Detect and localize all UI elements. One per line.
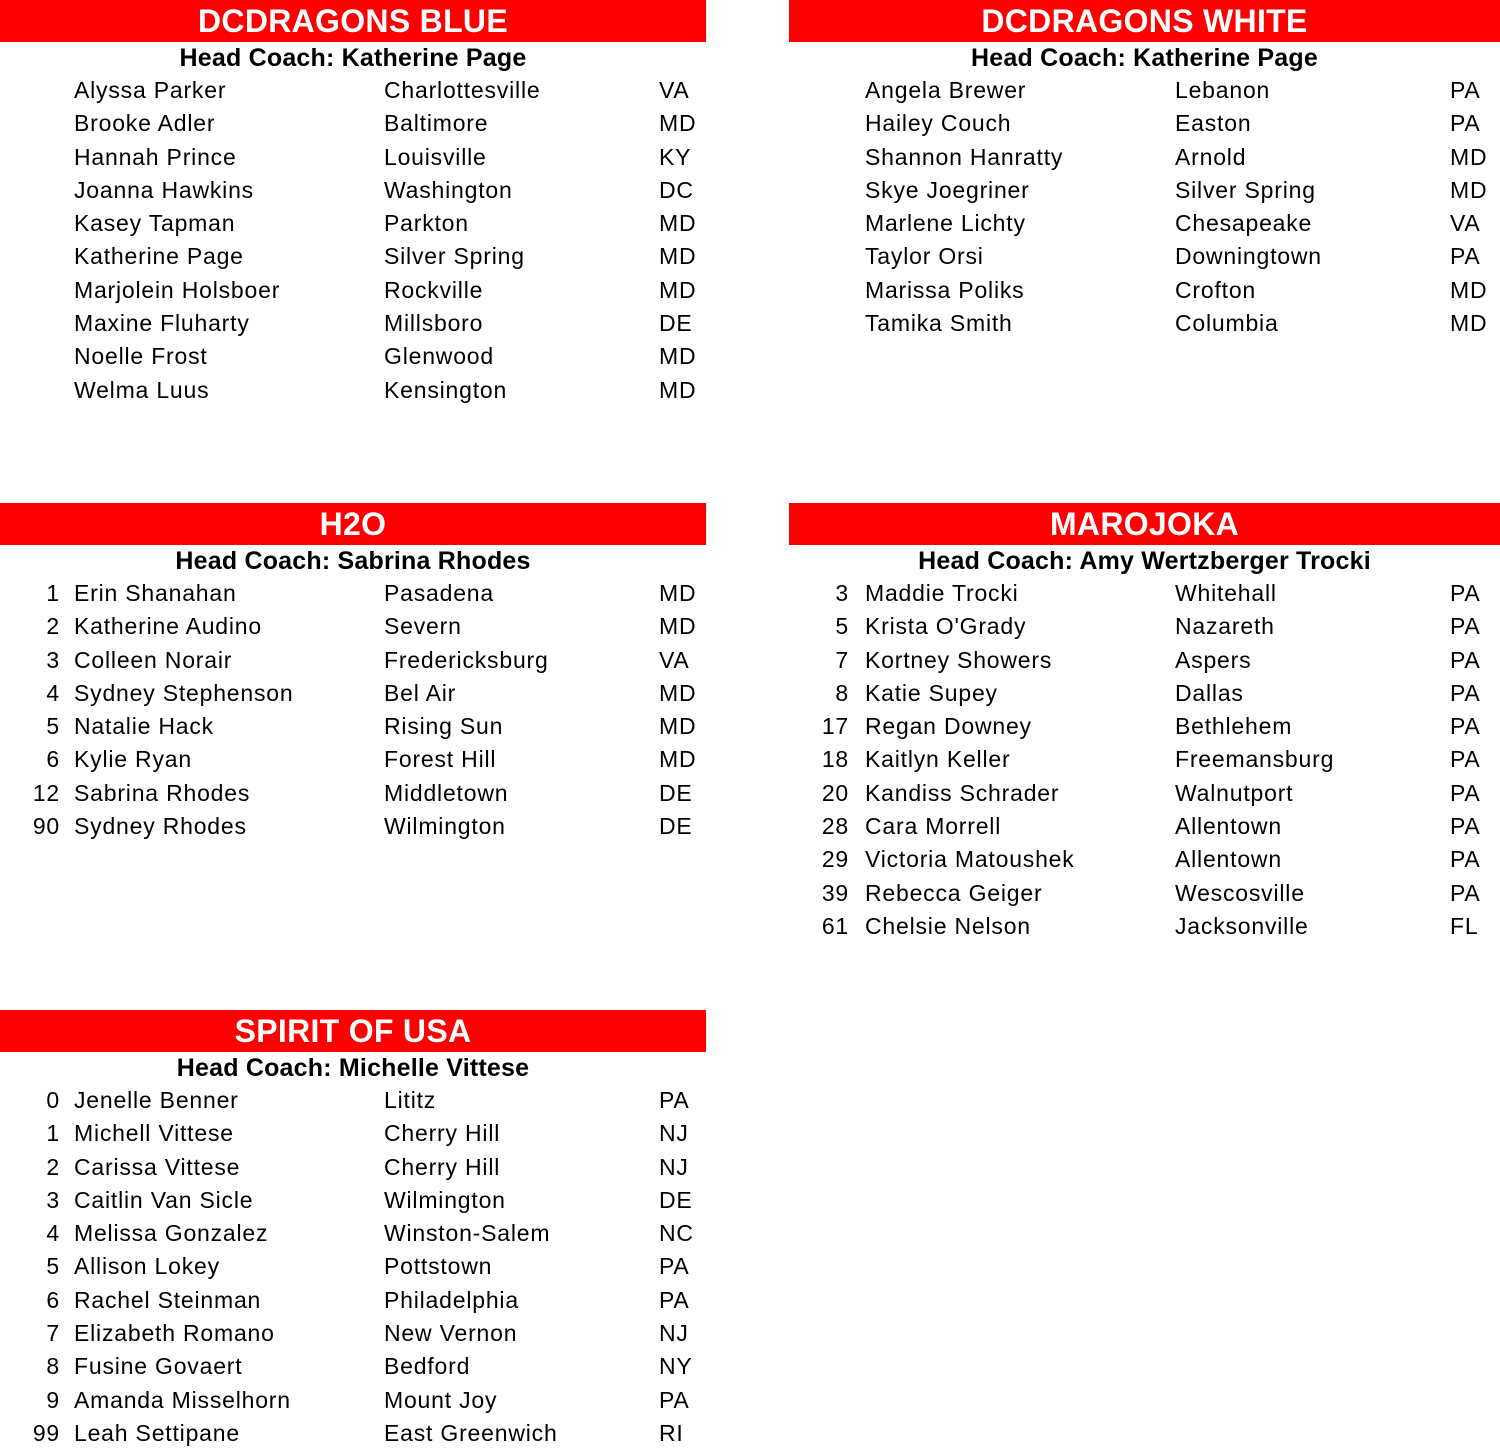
player-name: Allison Lokey [74, 1253, 220, 1280]
head-coach: Head Coach: Michelle Vittese [176, 1054, 530, 1082]
player-state: DE [659, 310, 693, 337]
player-name: Shannon Hanratty [865, 143, 1064, 170]
team-block-marojoka [789, 503, 1500, 943]
player-city: Lititz [384, 1087, 437, 1113]
player-number: 1 [46, 580, 60, 606]
player-state: FL [1450, 912, 1479, 939]
player-state: PA [659, 1386, 690, 1413]
player-name: Tamika Smith [865, 310, 1013, 337]
player-row [0, 1084, 706, 1117]
player-name: Noelle Frost [74, 343, 208, 370]
player-row [0, 1350, 706, 1383]
player-name: Caitlin Van Sicle [74, 1186, 254, 1213]
player-state: MD [1450, 176, 1488, 203]
player-state: PA [1450, 846, 1481, 873]
player-city: Washington [384, 176, 513, 203]
player-row [789, 107, 1500, 140]
player-row [789, 743, 1500, 776]
player-city: Charlottesville [384, 77, 541, 103]
player-number: 7 [46, 1320, 60, 1347]
player-city: Glenwood [384, 343, 494, 370]
player-name: Kasey Tapman [74, 210, 236, 237]
player-name: Sydney Stephenson [74, 679, 294, 706]
player-number: 5 [46, 1253, 60, 1280]
player-city: Arnold [1175, 143, 1247, 170]
team-block-dcdragons-blue [0, 0, 706, 407]
player-city: Downingtown [1175, 243, 1322, 270]
player-city: Bel Air [384, 679, 457, 706]
player-number: 8 [835, 679, 849, 706]
player-name: Sydney Rhodes [74, 813, 247, 840]
player-city: Bedford [384, 1353, 471, 1380]
team-title: DCDRAGONS BLUE [0, 0, 706, 42]
player-row [0, 107, 706, 140]
player-state: DE [659, 779, 693, 806]
player-row [0, 677, 706, 710]
player-state: NC [659, 1220, 694, 1247]
player-name: Jenelle Benner [74, 1087, 239, 1113]
player-name: Marlene Lichty [865, 210, 1026, 237]
player-city: Silver Spring [1175, 176, 1316, 203]
team-title: DCDRAGONS WHITE [789, 0, 1500, 42]
player-row [0, 644, 706, 677]
roster [0, 577, 706, 843]
player-name: Krista O'Grady [865, 613, 1027, 640]
player-number: 29 [821, 846, 849, 873]
player-name: Maxine Fluharty [74, 310, 250, 337]
player-name: Welma Luus [74, 376, 210, 403]
player-state: MD [659, 746, 697, 773]
player-name: Fusine Govaert [74, 1353, 243, 1380]
player-number: 12 [32, 779, 60, 806]
player-number: 4 [46, 679, 60, 706]
team-title: MAROJOKA [789, 503, 1500, 545]
player-row [0, 1117, 706, 1150]
roster [0, 74, 706, 407]
player-state: MD [659, 376, 697, 403]
roster [789, 74, 1500, 340]
player-city: Louisville [384, 143, 487, 170]
player-number: 2 [46, 613, 60, 640]
player-row [0, 1284, 706, 1317]
player-state: MD [659, 713, 697, 740]
player-number: 8 [46, 1353, 60, 1380]
player-state: PA [1450, 879, 1481, 906]
player-row [789, 877, 1500, 910]
player-city: Pottstown [384, 1253, 493, 1280]
player-state: RI [659, 1419, 684, 1446]
head-coach: Head Coach: Katherine Page [179, 44, 527, 72]
player-row [789, 74, 1500, 107]
player-city: Kensington [384, 376, 508, 403]
player-state: PA [1450, 713, 1481, 740]
player-city: Forest Hill [384, 746, 497, 773]
player-row [0, 1317, 706, 1350]
player-city: Fredericksburg [384, 646, 549, 673]
player-city: Mount Joy [384, 1386, 498, 1413]
player-row [789, 307, 1500, 340]
player-city: Millsboro [384, 310, 484, 337]
player-city: Silver Spring [384, 243, 525, 270]
player-name: Chelsie Nelson [865, 912, 1031, 939]
player-state: PA [1450, 77, 1481, 103]
player-city: Chesapeake [1175, 210, 1313, 237]
player-state: VA [659, 646, 690, 673]
head-coach: Head Coach: Sabrina Rhodes [175, 547, 531, 575]
player-number: 61 [821, 912, 849, 939]
player-row [789, 843, 1500, 876]
player-state: MD [1450, 310, 1488, 337]
player-city: Bethlehem [1175, 713, 1293, 740]
player-name: Marissa Poliks [865, 276, 1025, 303]
player-number: 18 [821, 746, 849, 773]
player-name: Carissa Vittese [74, 1153, 241, 1180]
player-city: Middletown [384, 779, 509, 806]
player-row [789, 610, 1500, 643]
player-row [0, 207, 706, 240]
player-state: PA [1450, 646, 1481, 673]
player-state: MD [659, 210, 697, 237]
player-number: 3 [835, 580, 849, 606]
player-state: PA [1450, 779, 1481, 806]
player-row [0, 1151, 706, 1184]
player-city: Freemansburg [1175, 746, 1335, 773]
player-state: NY [659, 1353, 693, 1380]
player-city: Baltimore [384, 110, 489, 137]
team-block-dcdragons-white [789, 0, 1500, 340]
player-row [789, 810, 1500, 843]
player-name: Colleen Norair [74, 646, 233, 673]
player-row [789, 777, 1500, 810]
player-state: MD [659, 343, 697, 370]
player-row [789, 644, 1500, 677]
head-coach: Head Coach: Katherine Page [971, 44, 1318, 72]
player-number: 39 [821, 879, 849, 906]
player-name: Regan Downey [865, 713, 1032, 740]
player-name: Hannah Prince [74, 143, 237, 170]
player-city: Allentown [1175, 813, 1282, 840]
player-city: Wilmington [384, 1186, 506, 1213]
player-number: 20 [821, 779, 849, 806]
player-city: Aspers [1175, 646, 1252, 673]
player-number: 7 [835, 646, 849, 673]
player-state: NJ [659, 1120, 689, 1147]
head-coach: Head Coach: Amy Wertzberger Trocki [918, 547, 1371, 575]
player-number: 4 [46, 1220, 60, 1247]
player-number: 9 [46, 1386, 60, 1413]
player-name: Kylie Ryan [74, 746, 192, 773]
player-number: 3 [46, 646, 60, 673]
player-state: PA [1450, 243, 1481, 270]
player-row [789, 141, 1500, 174]
roster [789, 577, 1500, 943]
player-name: Kaitlyn Keller [865, 746, 1011, 773]
team-block-spirit-of-usa [0, 1010, 706, 1450]
player-row [0, 340, 706, 373]
player-row [0, 1384, 706, 1417]
player-city: Cherry Hill [384, 1153, 501, 1180]
player-name: Michell Vittese [74, 1120, 234, 1147]
player-row [0, 810, 706, 843]
player-city: Easton [1175, 110, 1252, 137]
player-city: Parkton [384, 210, 469, 237]
player-state: MD [659, 580, 697, 606]
player-state: PA [1450, 813, 1481, 840]
player-row [0, 743, 706, 776]
team-title: H2O [0, 503, 706, 545]
player-name: Marjolein Holsboer [74, 276, 281, 303]
player-row [0, 710, 706, 743]
player-state: PA [659, 1087, 690, 1113]
player-name: Rachel Steinman [74, 1286, 262, 1313]
player-number: 99 [32, 1419, 60, 1446]
player-name: Melissa Gonzalez [74, 1220, 269, 1247]
player-state: MD [1450, 143, 1488, 170]
player-name: Erin Shanahan [74, 580, 237, 606]
player-state: MD [1450, 276, 1488, 303]
player-city: Jacksonville [1175, 912, 1309, 939]
player-city: Wescosville [1175, 879, 1305, 906]
player-state: PA [659, 1253, 690, 1280]
player-number: 17 [821, 713, 849, 740]
player-state: VA [659, 77, 690, 103]
player-city: Severn [384, 613, 462, 640]
player-name: Joanna Hawkins [74, 176, 254, 203]
player-row [0, 141, 706, 174]
player-name: Kandiss Schrader [865, 779, 1060, 806]
player-name: Natalie Hack [74, 713, 214, 740]
player-number: 90 [32, 813, 60, 840]
player-state: KY [659, 143, 692, 170]
player-row [789, 577, 1500, 610]
player-state: PA [659, 1286, 690, 1313]
player-row [0, 1184, 706, 1217]
player-name: Leah Settipane [74, 1419, 240, 1446]
player-row [0, 1250, 706, 1283]
player-city: Rockville [384, 276, 484, 303]
player-name: Katie Supey [865, 679, 998, 706]
player-state: PA [1450, 580, 1481, 606]
player-name: Kortney Showers [865, 646, 1053, 673]
player-state: PA [1450, 110, 1481, 137]
player-city: Nazareth [1175, 613, 1275, 640]
player-state: MD [659, 110, 697, 137]
player-name: Alyssa Parker [74, 77, 227, 103]
player-row [0, 777, 706, 810]
player-name: Maddie Trocki [865, 580, 1019, 606]
player-row [0, 1217, 706, 1250]
player-city: Winston-Salem [384, 1220, 551, 1247]
player-city: Lebanon [1175, 77, 1271, 103]
player-city: Crofton [1175, 276, 1257, 303]
player-name: Angela Brewer [865, 77, 1027, 103]
player-row [0, 1417, 706, 1450]
player-row [0, 610, 706, 643]
player-number: 6 [46, 1286, 60, 1313]
player-row [0, 240, 706, 273]
player-row [789, 207, 1500, 240]
player-row [789, 910, 1500, 943]
player-state: DE [659, 813, 693, 840]
player-city: New Vernon [384, 1320, 518, 1347]
roster [0, 1084, 706, 1450]
player-city: Rising Sun [384, 713, 504, 740]
player-number: 5 [835, 613, 849, 640]
player-name: Hailey Couch [865, 110, 1012, 137]
player-row [0, 577, 706, 610]
player-row [0, 74, 706, 107]
player-name: Amanda Misselhorn [74, 1386, 291, 1413]
player-number: 28 [821, 813, 849, 840]
team-block-h2o [0, 503, 706, 843]
player-city: Whitehall [1175, 580, 1277, 606]
player-row [789, 240, 1500, 273]
player-number: 6 [46, 746, 60, 773]
player-city: Walnutport [1175, 779, 1294, 806]
player-name: Taylor Orsi [865, 243, 984, 270]
player-state: PA [1450, 746, 1481, 773]
player-row [789, 174, 1500, 207]
player-row [789, 710, 1500, 743]
player-city: Allentown [1175, 846, 1282, 873]
player-number: 1 [46, 1120, 60, 1147]
player-city: Cherry Hill [384, 1120, 501, 1147]
player-city: Dallas [1175, 679, 1244, 706]
player-name: Sabrina Rhodes [74, 779, 251, 806]
player-state: MD [659, 613, 697, 640]
player-state: MD [659, 243, 697, 270]
player-number: 2 [46, 1153, 60, 1180]
player-state: PA [1450, 679, 1481, 706]
player-state: DC [659, 176, 694, 203]
player-state: MD [659, 276, 697, 303]
player-number: 5 [46, 713, 60, 740]
player-row [0, 174, 706, 207]
player-state: VA [1450, 210, 1481, 237]
player-name: Katherine Page [74, 243, 244, 270]
player-name: Skye Joegriner [865, 176, 1030, 203]
player-row [0, 307, 706, 340]
player-name: Rebecca Geiger [865, 879, 1043, 906]
player-city: Columbia [1175, 310, 1279, 337]
player-state: DE [659, 1186, 693, 1213]
player-name: Katherine Audino [74, 613, 262, 640]
player-state: PA [1450, 613, 1481, 640]
player-name: Brooke Adler [74, 110, 216, 137]
player-city: Wilmington [384, 813, 506, 840]
player-city: Philadelphia [384, 1286, 519, 1313]
player-number: 0 [46, 1087, 60, 1113]
player-row [0, 274, 706, 307]
team-title: SPIRIT OF USA [0, 1010, 706, 1052]
player-city: East Greenwich [384, 1419, 558, 1446]
player-name: Victoria Matoushek [865, 846, 1075, 873]
player-state: NJ [659, 1153, 689, 1180]
player-state: MD [659, 679, 697, 706]
player-state: NJ [659, 1320, 689, 1347]
player-name: Elizabeth Romano [74, 1320, 275, 1347]
player-number: 3 [46, 1186, 60, 1213]
player-city: Pasadena [384, 580, 494, 606]
player-row [0, 374, 706, 407]
player-row [789, 677, 1500, 710]
player-row [789, 274, 1500, 307]
player-name: Cara Morrell [865, 813, 1002, 840]
